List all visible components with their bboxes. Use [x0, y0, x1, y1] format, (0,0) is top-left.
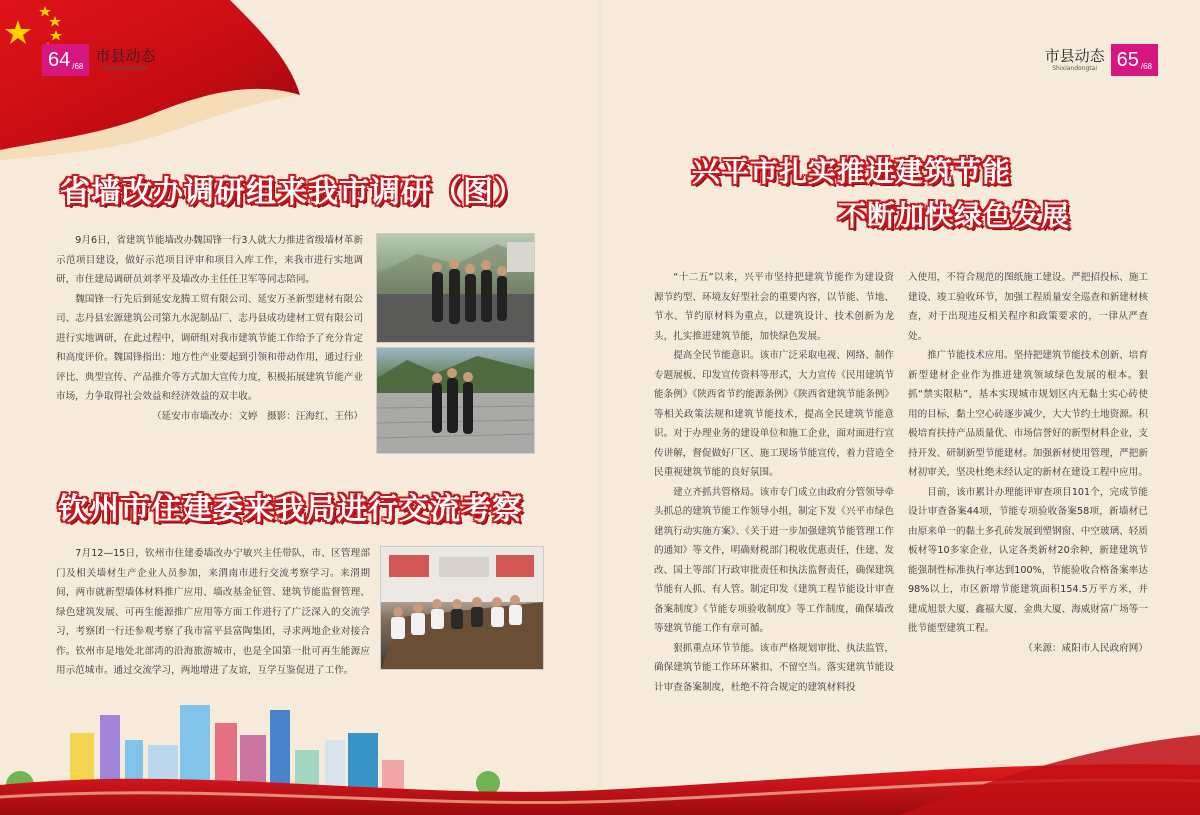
page-total: /68 [1140, 62, 1152, 71]
section-label [1045, 47, 1105, 73]
article-source: （来源：咸阳市人民政府网） [1023, 642, 1148, 654]
paragraph: 魏国锋一行先后到延安龙腾工贸有限公司、延安万圣新型建材有限公司、志丹县宏源建筑公司第九水泥制品厂、志丹县成功建材工贸有限公司进行实地调研，在此过程中，调研组对我市建筑节能工作给予了充分肯定和高度评价。魏国锋指出：地方性产业要起到引领和带动作用，通过行业评比、典型宣传、产品推介等方式加大宣传力度，积极拓展建筑节能产业市场，力争取得社会效益和经济效益的双丰收。 [56, 293, 363, 402]
section-pinyin: Shixiandongtai [103, 65, 148, 72]
page-header-left [42, 44, 161, 76]
page-number: 64 [48, 49, 71, 71]
page-number-badge [1111, 44, 1158, 76]
page-header-right [1039, 44, 1158, 76]
article-title-line2: 不断加快绿色发展 [838, 199, 1071, 232]
paragraph: 9月6日，省建筑节能墙改办魏国锋一行3人就大力推进省级墙材革新示范项目建设，做好示范项目评审和项目入库工作，来我市进行实地调研，市住建局调研员刘孝平及墙改办主任任卫军等同志陪同。 [56, 235, 363, 285]
article-body [56, 231, 363, 426]
photo-illustration [377, 348, 534, 453]
paragraph: 提高全民节能意识。该市广泛采取电视、网络、制作专题展板、印发宣传资料等形式，大力宣传《民用建筑节能条例》《陕西省节约能源条例》《陕西省建筑节能条例》等相关政策法规和建筑节能技术，提高全民建筑节能意识。对于办理业务的建设单位和施工企业，面对面进行宣传讲解，督促做好厂区、施工现场节能宣传，着力营造全民重视建筑节能的良好氛围。 [654, 350, 894, 478]
article-column-2 [908, 268, 1148, 658]
page-number-badge [42, 44, 89, 76]
paragraph: 入使用，不符合规范的图纸施工建设。严把招投标、施工建设、竣工验收环节，加强工程质量安全巡查和新建材核查，对于出现违反相关程序和政策要求的，一律从严查处。 [908, 272, 1148, 342]
photo-illustration [381, 547, 543, 669]
article-title-line1: 兴平市扎实推进建筑节能 [692, 155, 1012, 188]
section-pinyin: Shixiandongtai [1052, 65, 1097, 72]
photo-illustration [377, 234, 534, 342]
paragraph: 7月12—15日，钦州市住建委墙改办宁敏兴主任带队，市、区管理部门及相关墙材生产企业人员参加，来渭南市进行交流考察学习。来渭期间，两市就新型墙体材料推广应用、墙改基金征管、建筑节能监督管理、绿色建筑发展、可再生能源推广应用等方面工作进行了广泛深入的交流学习，考察团一行还参观考察了我市富平县富陶集团，寻求两地企业对接合作。钦州市是地处北部湾的沿海旅游城市，也是全国第一批可再生能源应用示范城市。通过交流学习，两地增进了友谊，互学互鉴促进了工作。 [56, 548, 370, 676]
paragraph: “十二五”以来，兴平市坚持把建筑节能作为建设资源节约型、环境友好型社会的重要内容，以节能、节地、节水、节约原材料为重点，以建筑设计、技术创新为龙头，扎实推进建筑节能，加快绿色发展。 [654, 272, 894, 342]
page-total: /68 [72, 62, 84, 71]
article-source: （延安市市墙改办：文婷 摄影：汪海红、王伟） [151, 410, 363, 422]
skyline-ribbon-decoration [0, 705, 1200, 815]
article-title: 钦州市住建委来我局进行交流考察 [58, 492, 523, 527]
section-title: 市县动态 [1044, 47, 1105, 65]
page-gutter [598, 0, 602, 815]
paragraph: 目前，该市累计办理能评审查项目101个，完成节能设计审查备案44项，节能专项验收备案58项，新墙材已由原来单一的黏土多孔砖发展到塑钢窗、中空玻璃、轻质板材等10多家企业，认定各类新材20余种，新建建筑节能强制性标准执行率达到100%，节能验收合格备案率达98%以上，市区新增节能建筑面积154.5万平方米，并建成旭景大厦、鑫福大厦、金典大厦、海威财富广场等一批节能型建筑工程。 [908, 486, 1148, 634]
photo-meeting-room [380, 546, 544, 670]
article-title: 省墙改办调研组来我市调研（图） [60, 175, 525, 210]
page-number: 65 [1116, 49, 1139, 71]
section-label [95, 47, 155, 73]
section-title: 市县动态 [95, 47, 156, 65]
article-column-1 [654, 268, 894, 697]
paragraph: 推广节能技术应用。坚持把建筑节能技术创新、培育新型建材企业作为推进建筑领域绿色发展的根本。狠抓“禁实限粘”，基本实现城市规划区内无黏土实心砖使用的目标，黏土空心砖逐步减少，大大节约土地资源。积极培育扶持产品质量优、市场信誉好的新型材料企业，支持开发、研制新型节能建材。加强新材使用管理，严把新材初审关，坚决杜绝未经认定的新材在建设工程中应用。 [908, 350, 1148, 478]
paragraph: 狠抓重点环节节能。该市严格规划审批、执法监管，确保建筑节能工作环环紧扣、不留空当。落实建筑节能设计审查备案制度，杜绝不符合规定的建筑材料投 [654, 642, 894, 693]
article-body [56, 544, 370, 681]
photo-site-visit [376, 233, 535, 343]
photo-factory-yard [376, 347, 535, 454]
red-flag-decoration [0, 0, 310, 160]
paragraph: 建立齐抓共管格局。该市专门成立由政府分管领导牵头抓总的建筑节能工作领导小组，制定下发《兴平市绿色建筑行动实施方案》、《关于进一步加强建筑节能管理工作的通知》等文件，明确财税部门税收优惠责任，住建、发改、国土等部门行政审批责任和执法监督责任，确保建筑节能有人抓、有人管。制定印发《建筑工程节能设计审查备案制度》《节能专项验收制度》等工作制度，确保墙改等建筑节能工作有章可循。 [654, 486, 894, 634]
